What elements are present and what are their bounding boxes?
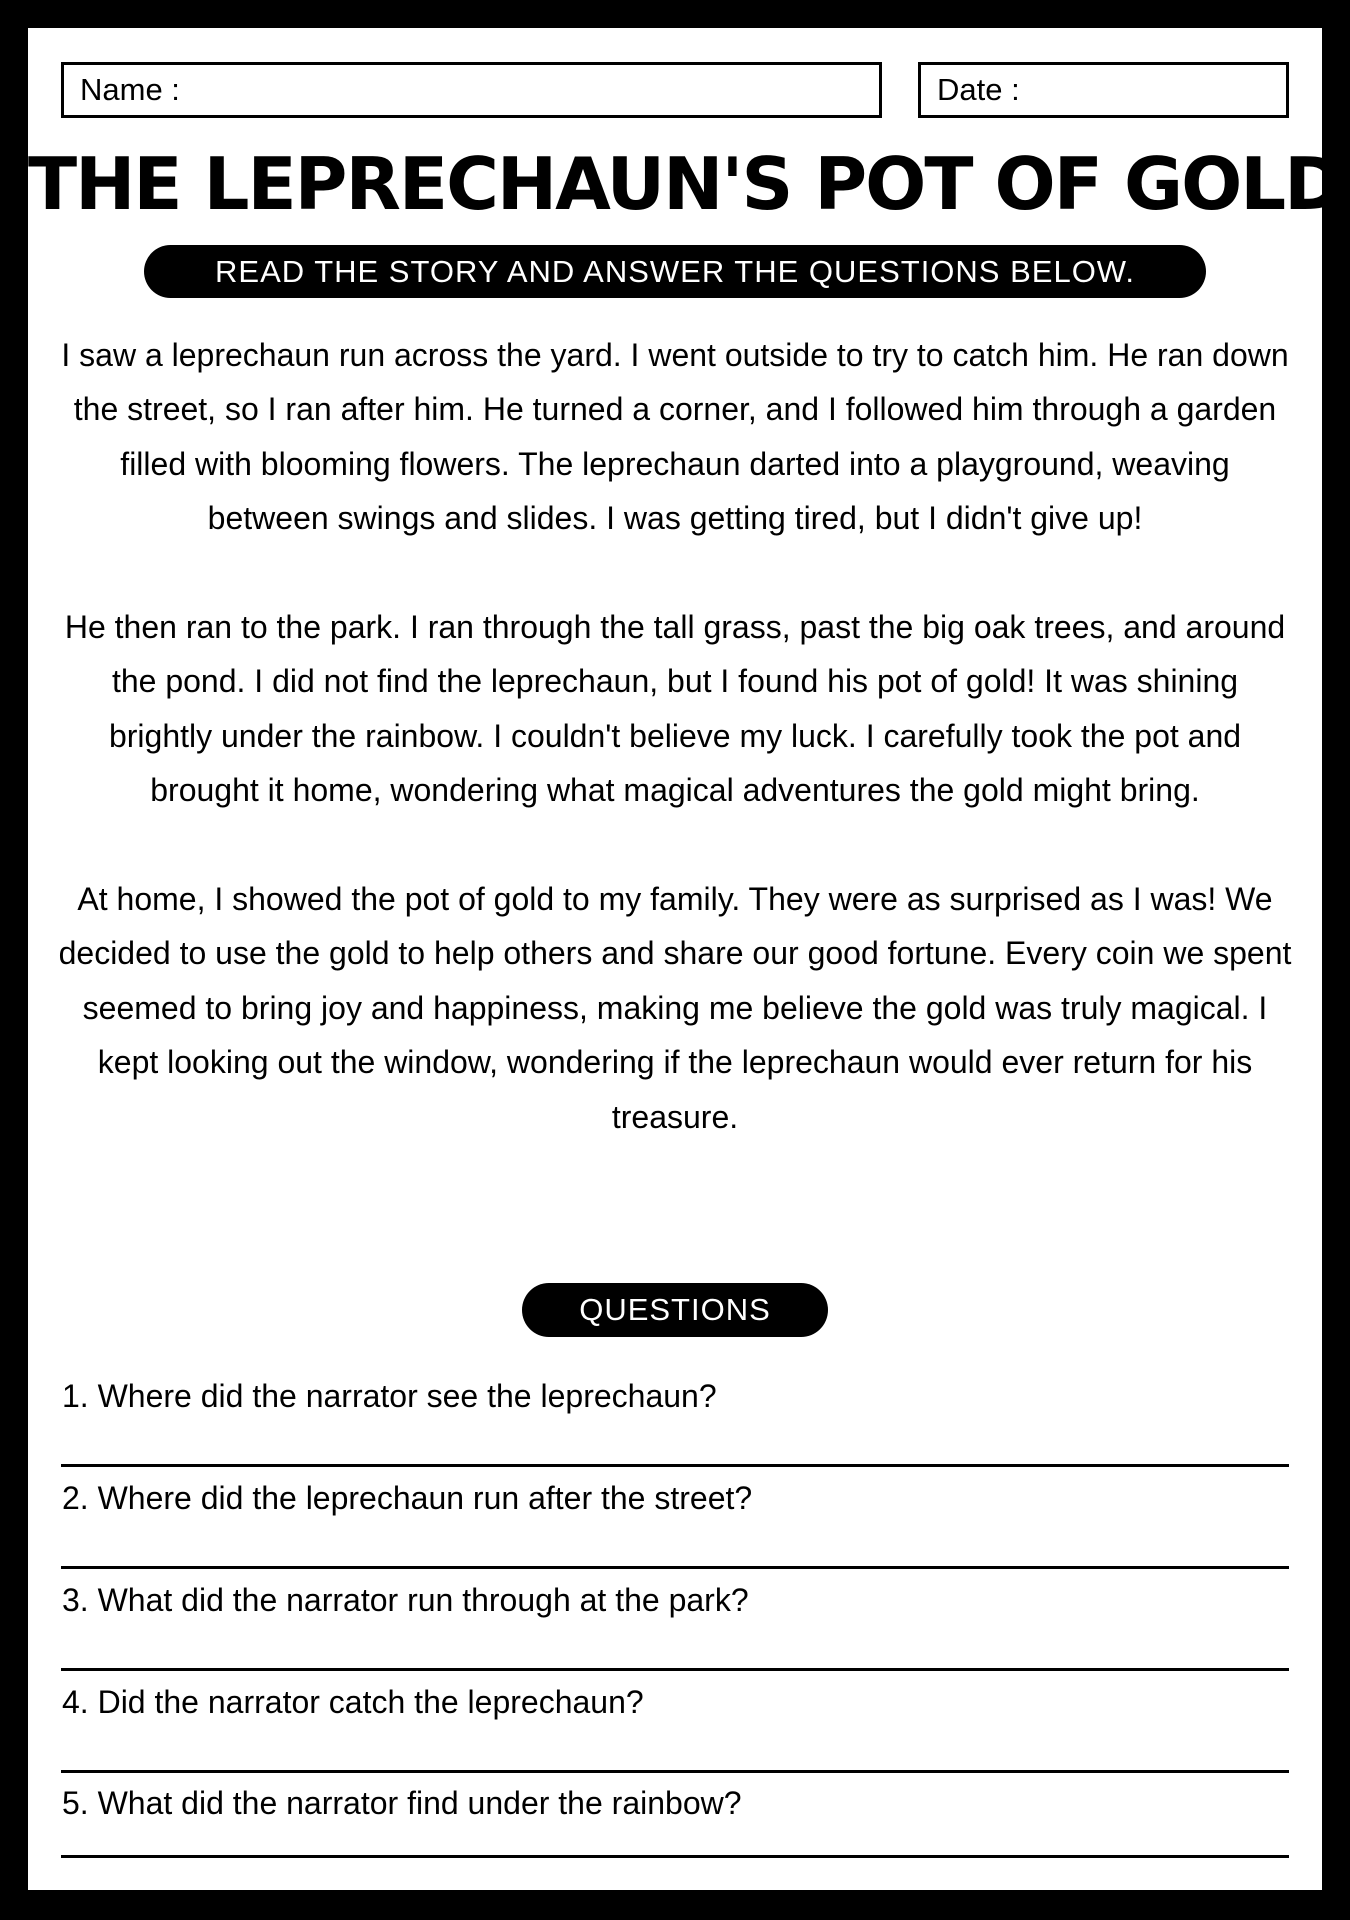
answer-line-3[interactable] [61,1668,1289,1671]
story-paragraph: At home, I showed the pot of gold to my family. They were as surprised as I was! We decided to use the gold to help others and share our good fortune. Every coin we spent seemed to bring joy and happiness, making me believe the gold was truly magical. I kept looking out the window, wondering if the leprechaun would ever return for his treasure. [58,881,1292,1135]
date-field[interactable] [918,62,1289,118]
worksheet-page [28,28,1342,1890]
question-3: 3. What did the narrator run through at the park? [62,1582,749,1618]
story-paragraph: He then ran to the park. I ran through the tall grass, past the big oak trees, and around the pond. I did not find the leprechaun, but I found his pot of gold! It was shining brightly under the rainbow. I couldn't believe my luck. I carefully took the pot and brought it home, wondering what magical adventures the gold might bring. [64,609,1286,809]
answer-line-1[interactable] [61,1464,1289,1467]
question-4: 4. Did the narrator catch the leprechaun? [62,1684,644,1720]
answer-line-5[interactable] [61,1855,1289,1858]
story-paragraph: I saw a leprechaun run across the yard. I went outside to try to catch him. He ran down the street, so I ran after him. He turned a corner, and I followed him through a garden filled with blooming flowers. The leprechaun darted into a playground, weaving between swings and slides. I was getting tired, but I didn't give up! [61,337,1289,537]
date-label: Date : [937,72,1020,107]
name-field[interactable] [61,62,882,118]
answer-line-4[interactable] [61,1770,1289,1773]
worksheet-title: THE LEPRECHAUN'S POT OF GOLD [28,142,1342,226]
instructions-banner: READ THE STORY AND ANSWER THE QUESTIONS BELOW. [144,245,1206,298]
story-text [58,328,1292,1198]
question-1: 1. Where did the narrator see the leprechaun? [62,1378,717,1414]
question-2: 2. Where did the leprechaun run after the street? [62,1480,753,1516]
question-5: 5. What did the narrator find under the rainbow? [62,1785,742,1821]
answer-line-2[interactable] [61,1566,1289,1569]
name-label: Name : [80,72,180,107]
questions-heading: QUESTIONS [522,1283,828,1337]
